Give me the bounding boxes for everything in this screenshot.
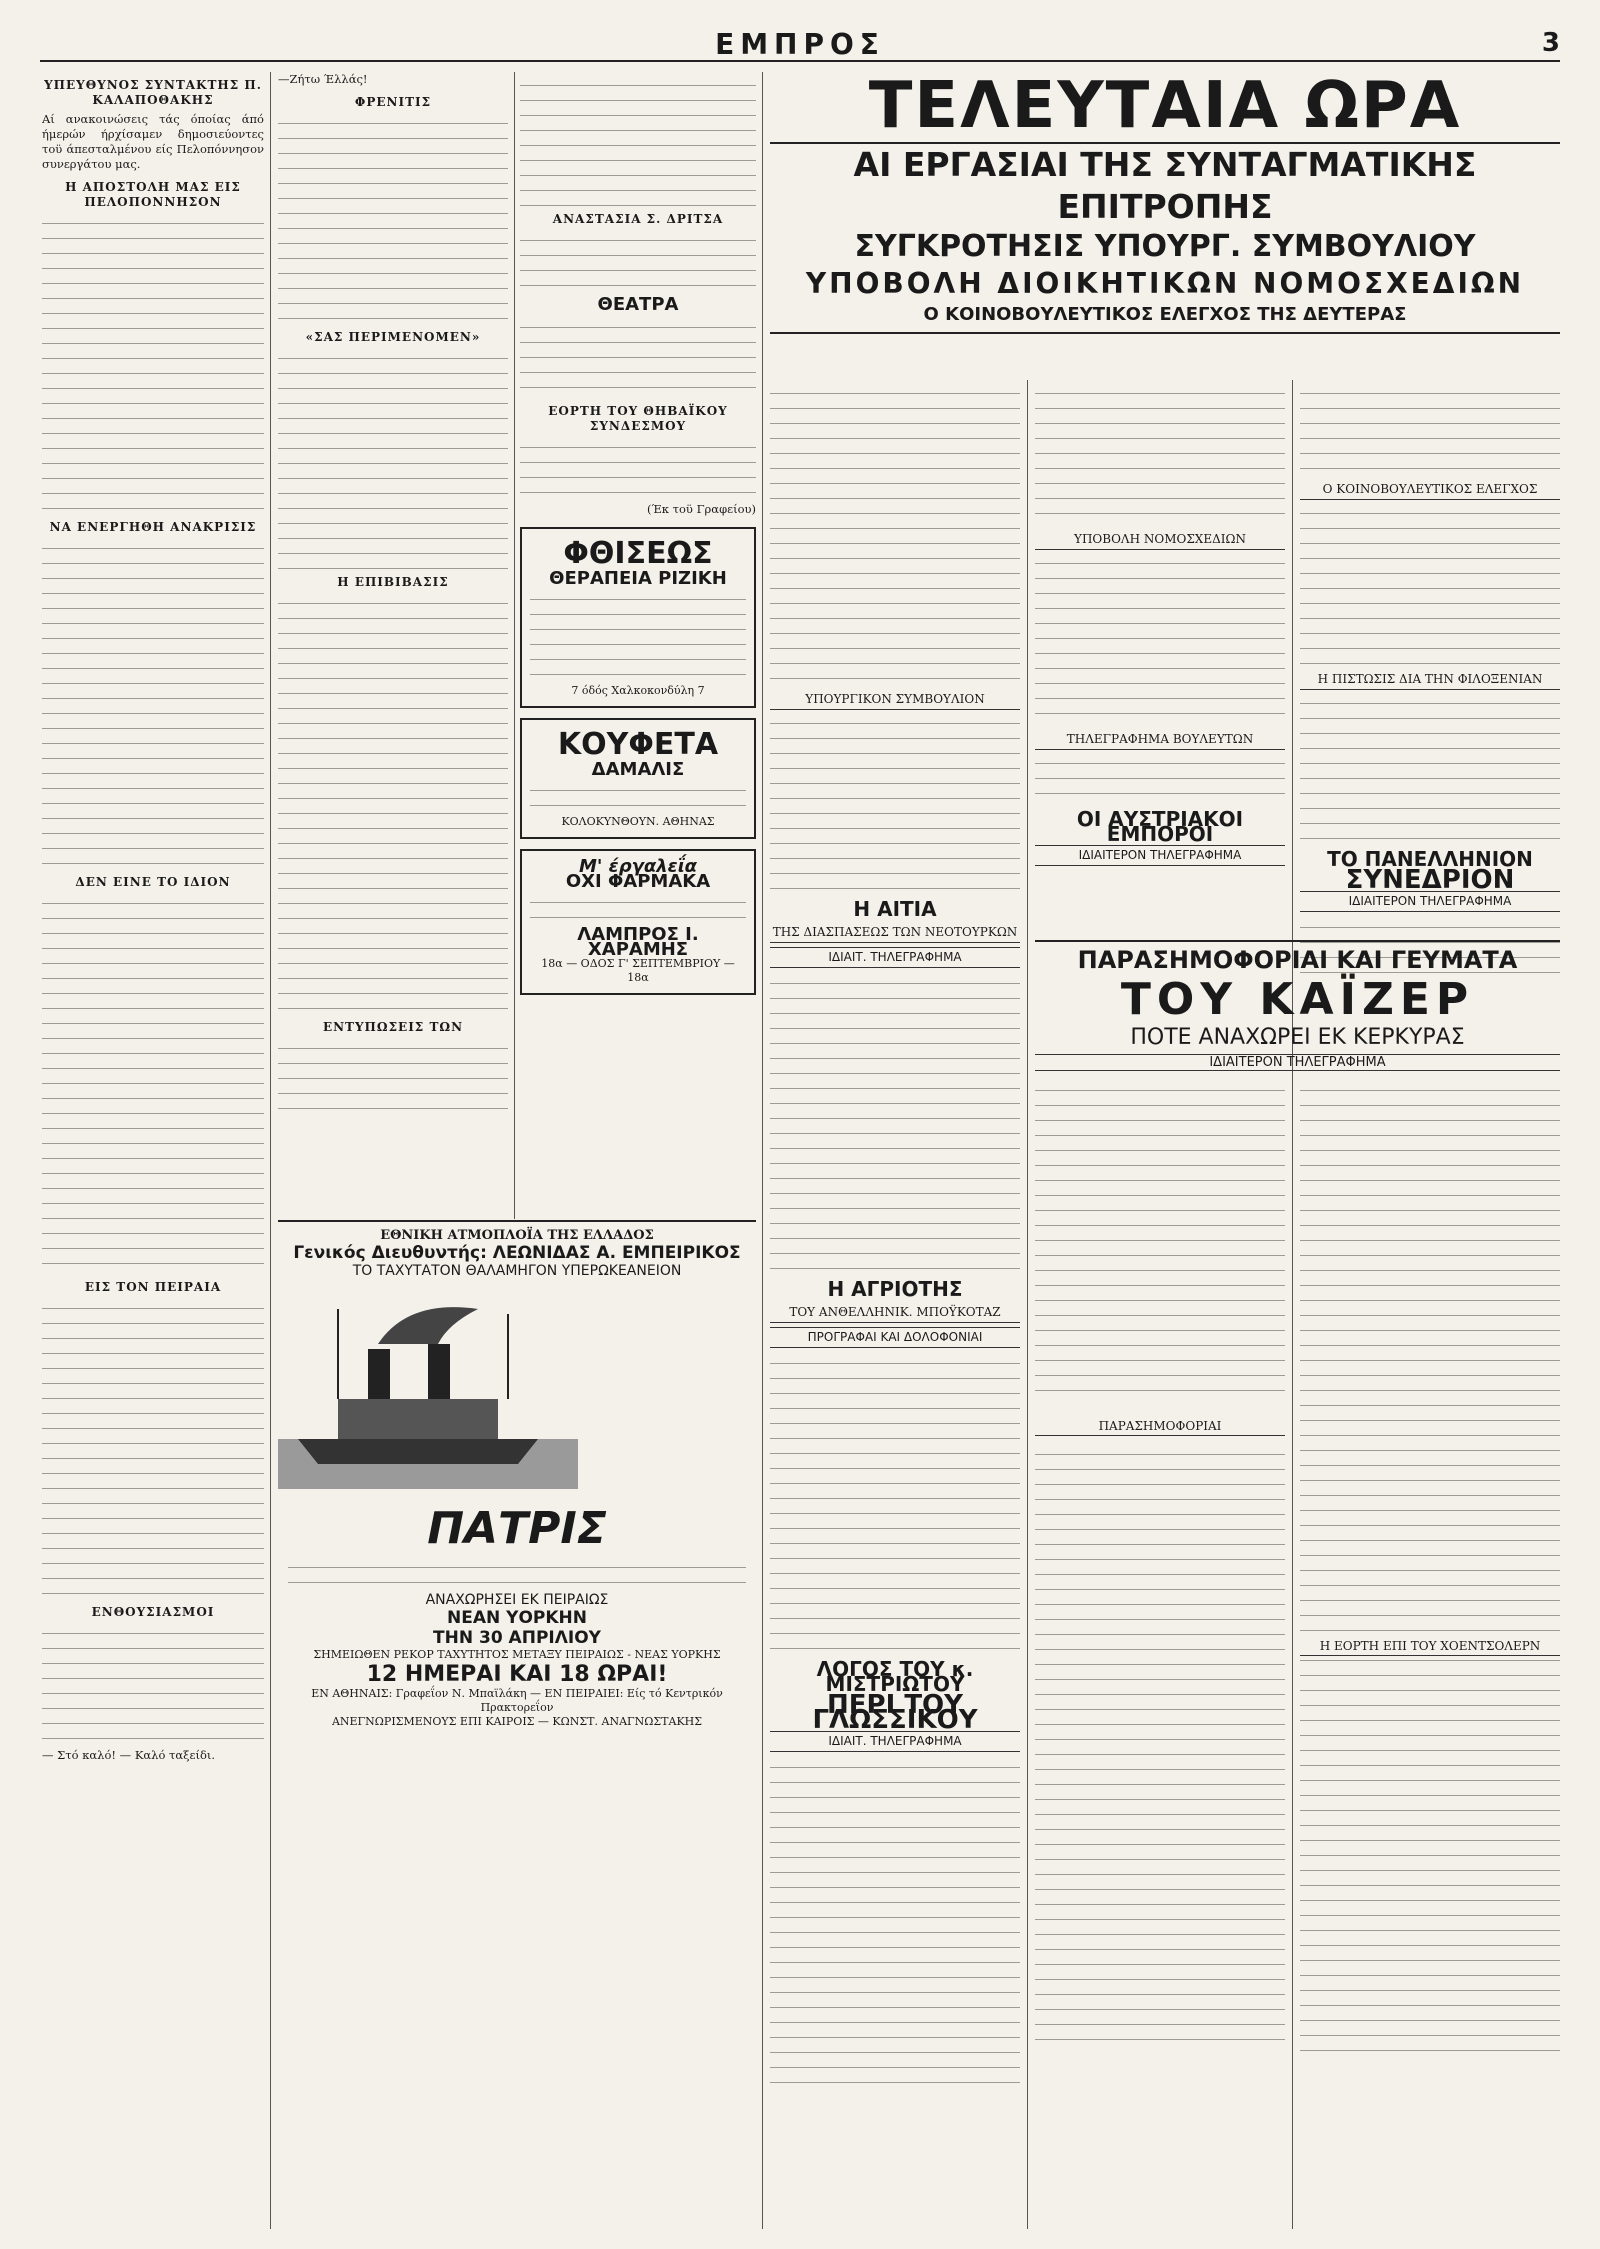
ad-line: ΤΟ ΤΑΧΥΤΑΤΟΝ ΘΑΛΑΜΗΓΟΝ ΥΠΕΡΩΚΕΑΝΕΙΟΝ <box>352 1263 682 1279</box>
article-heading: «ΣΑΣ ΠΕΡΙΜΕΝΟΜΕΝ» <box>305 330 481 344</box>
ad-line: ΝΕΑΝ ΥΟΡΚΗΝ <box>447 1608 587 1628</box>
ad-text <box>288 1558 746 1588</box>
column-divider <box>270 72 271 2229</box>
ad-title: ΦΘΙΣΕΩΣ <box>563 536 713 571</box>
ad-address: 7 όδός Χαλκοκονδύλη 7 <box>571 684 705 697</box>
article-heading: ΝΑ ΕΝΕΡΓΗΘΗ ΑΝΑΚΡΙΣΙΣ <box>49 520 257 534</box>
article-heading: ΥΠΟΥΡΓΙΚΟΝ ΣΥΜΒΟΥΛΙΟΝ <box>770 692 1020 710</box>
article-text <box>770 384 1020 684</box>
column-divider <box>1027 380 1028 2229</box>
article-heading: ΟΙ ΑΥΣΤΡΙΑΚΟΙ ΕΜΠΟΡΟΙ <box>1076 807 1244 846</box>
headline-4: ΥΠΟΒΟΛΗ ΔΙΟΙΚΗΤΙΚΩΝ ΝΟΜΟΣΧΕΔΙΩΝ <box>805 267 1525 300</box>
article-heading: Η ΕΟΡΤΗ ΕΠΙ ΤΟΥ ΧΟΕΝΤΣΟΛΕΡΝ <box>1300 1639 1560 1656</box>
article-text <box>770 974 1020 1274</box>
article-text <box>1300 504 1560 664</box>
article-subheading: ΠΡΟΓΡΑΦΑΙ ΚΑΙ ΔΟΛΟΦΟΝΙΑΙ <box>770 1327 1020 1348</box>
article-heading: Η ΠΙΣΤΩΣΙΣ ΔΙΑ ΤΗΝ ΦΙΛΟΞΕΝΙΑΝ <box>1300 672 1560 690</box>
ad-text <box>530 781 746 811</box>
article-heading: Η ΑΙΤΙΑ <box>853 897 937 921</box>
column-1 <box>42 72 264 2229</box>
article-text <box>770 1354 1020 1654</box>
page-number: 3 <box>1541 28 1560 58</box>
ad-line: ΣΗΜΕΙΩΘΕΝ ΡΕΚΟΡ ΤΑΧΥΤΗΤΟΣ ΜΕΤΑΞΥ ΠΕΙΡΑΙΩΣ - ΝΕΑΣ ΥΟΡΚΗΣ <box>313 1648 721 1661</box>
article-heading: ΤΟ ΠΑΝΕΛΛΗΝΙΟΝ <box>1327 847 1533 871</box>
article-heading: ΣΥΝΕΔΡΙΟΝ <box>1345 865 1515 895</box>
article-text <box>1035 1445 1285 2045</box>
column-divider <box>762 72 763 2229</box>
ad-line: Γενικός Διευθυντής: ΛΕΩΝΙΔΑΣ Α. ΕΜΠΕΙΡΙΚΟΣ <box>293 1243 741 1263</box>
ad-line: ΕΝ ΑΘΗΝΑΙΣ: Γραφεΐον Ν. Μπαϊλάκη — ΕΝ ΠΕΙΡΑΙΕΙ: Είς τό Κεντρικόν Πρακτορεΐον <box>311 1687 723 1714</box>
ad-text <box>530 893 746 923</box>
article-heading: Η ΑΠΟΣΤΟΛΗ ΜΑΣ ΕΙΣ ΠΕΛΟΠΟΝΝΗΣΟΝ <box>65 180 241 209</box>
article-text <box>520 318 756 398</box>
editor-credit: ΥΠΕΥΘΥΝΟΣ ΣΥΝΤΑΚΤΗΣ Π. ΚΑΛΑΠΟΘΑΚΗΣ <box>44 78 262 107</box>
kaiser-heading-2: ΤΟΥ ΚΑΪΖΕΡ <box>1120 974 1475 1025</box>
ad-address: 18α — ΟΔΟΣ Γ' ΣΕΠΤΕΜΒΡΙΟΥ — 18α <box>541 957 735 984</box>
article-text <box>42 214 264 514</box>
article-text <box>1300 694 1560 844</box>
article-heading: ΥΠΟΒΟΛΗ ΝΟΜΟΣΧΕΔΙΩΝ <box>1035 532 1285 550</box>
kaiser-heading-3: ΠΟΤΕ ΑΝΑΧΩΡΕΙ ΕΚ ΚΕΡΚΥΡΑΣ <box>1130 1025 1465 1050</box>
right-columns <box>770 380 1560 2229</box>
telegram-label: ΙΔΙΑΙΤΕΡΟΝ ΤΗΛΕΓΡΑΦΗΜΑ <box>1300 891 1560 912</box>
telegram-label: ΙΔΙΑΙΤ. ΤΗΛΕΓΡΑΦΗΜΑ <box>770 1731 1020 1752</box>
column-3 <box>520 72 756 1219</box>
article-text <box>520 76 756 206</box>
article-heading: ΕΟΡΤΗ ΤΟΥ ΘΗΒΑΪΚΟΥ ΣΥΝΔΕΣΜΟΥ <box>548 404 728 433</box>
article-text <box>278 594 508 1014</box>
article-text <box>770 714 1020 894</box>
article-heading: ΕΙΣ ΤΟΝ ΠΕΙΡΑΙΑ <box>84 1280 222 1294</box>
column-divider <box>514 72 515 1219</box>
right-column-1 <box>770 380 1020 2229</box>
kaiser-article <box>1035 940 1560 2071</box>
article-heading: ΔΕΝ ΕΙΝΕ ΤΟ ΙΔΙΟΝ <box>75 875 231 889</box>
ad-text <box>530 590 746 680</box>
article-heading: ΛΟΓΟΣ ΤΟΥ κ. ΜΙΣΤΡΙΩΤΟΥ <box>816 1657 974 1696</box>
article-text <box>42 1624 264 1744</box>
article-text <box>42 894 264 1274</box>
ship-name: ΠΑΤΡΙΣ <box>427 1503 607 1554</box>
closing-text: — Στό καλό! — Καλό ταξείδι. <box>42 1748 216 1762</box>
ad-line: ΤΗΝ 30 ΑΠΡΙΛΙΟΥ <box>433 1628 601 1648</box>
ad-line: ΑΝΑΧΩΡΗΣΕΙ ΕΚ ΠΕΙΡΑΙΩΣ <box>425 1592 609 1608</box>
article-text <box>1300 384 1560 474</box>
article-text <box>1035 754 1285 804</box>
article-heading: ΑΝΑΣΤΑΣΙΑ Σ. ΔΡΙΤΣΑ <box>552 212 724 226</box>
article-text <box>520 438 756 498</box>
ad-line: ΑΝΕΓΝΩΡΙΣΜΕΝΟΥΣ ΕΠΙ ΚΑΙΡΟΙΣ — ΚΩΝΣΤ. ΑΝΑΓΝΩΣΤΑΚΗΣ <box>331 1715 703 1728</box>
article-heading: ΤΗΛΕΓΡΑΦΗΜΑ ΒΟΥΛΕΥΤΩΝ <box>1035 732 1285 750</box>
last-hour-section <box>770 70 1560 2229</box>
kaiser-heading-1: ΠΑΡΑΣΗΜΟΦΟΡΙΑΙ ΚΑΙ ΓΕΥΜΑΤΑ <box>1035 940 1560 974</box>
article-text <box>278 114 508 324</box>
ad-line: ΕΘΝΙΚΗ ΑΤΜΟΠΛΟΪΑ ΤΗΣ ΕΛΛΑΔΟΣ <box>380 1228 654 1243</box>
article-text <box>278 349 508 569</box>
theatres-heading: ΘΕΑΤΡΑ <box>597 294 679 315</box>
headline-2: ΑΙ ΕΡΓΑΣΙΑΙ ΤΗΣ ΣΥΝΤΑΓΜΑΤΙΚΗΣ ΕΠΙΤΡΟΠΗΣ <box>770 142 1560 228</box>
article-text <box>278 1039 508 1119</box>
advertisement-tools <box>520 849 756 995</box>
article-text <box>520 231 756 291</box>
ad-line: 12 ΗΜΕΡΑΙ ΚΑΙ 18 ΩΡΑΙ! <box>366 1662 668 1687</box>
advertisement-koufeta <box>520 718 756 839</box>
article-heading: Ο ΚΟΙΝΟΒΟΥΛΕΥΤΙΚΟΣ ΕΛΕΓΧΟΣ <box>1300 482 1560 500</box>
telegram-label: ΙΔΙΑΙΤΕΡΟΝ ΤΗΛΕΓΡΑΦΗΜΑ <box>1035 845 1285 866</box>
masthead <box>40 28 1560 62</box>
masthead-title: ΕΜΠΡΟΣ <box>715 28 885 61</box>
ad-subtitle: ΔΑΜΑΛΙΣ <box>591 759 685 780</box>
article-subheading: ΤΟΥ ΑΝΘΕΛΛΗΝΙΚ. ΜΠΟΫΚΟΤΑΖ <box>770 1305 1020 1323</box>
article-text <box>770 1758 1020 2088</box>
article-text <box>1035 384 1285 524</box>
ad-subtitle: ΘΕΡΑΠΕΙΑ ΡΙΖΙΚΗ <box>549 568 727 589</box>
ad-title: ΚΟΥΦΕΤΑ <box>557 727 719 762</box>
column-2 <box>278 72 508 1219</box>
article-heading: ΕΝΘΟΥΣΙΑΣΜΟΙ <box>91 1605 215 1619</box>
source-note: (Έκ τοϋ Γραφείου) <box>646 502 756 516</box>
article-heading: ΕΝΤΥΠΩΣΕΙΣ ΤΩΝ <box>322 1020 464 1034</box>
steamship-illustration <box>278 1289 578 1489</box>
ad-name: ΛΑΜΠΡΟΣ Ι. ΧΑΡΑΜΗΣ <box>577 924 699 960</box>
article-heading: Η ΕΠΙΒΙΒΑΣΙΣ <box>337 575 449 589</box>
headline-5: Ο ΚΟΙΝΟΒΟΥΛΕΥΤΙΚΟΣ ΕΛΕΓΧΟΣ ΤΗΣ ΔΕΥΤΕΡΑΣ <box>770 302 1560 334</box>
article-heading: Η ΑΓΡΙΟΤΗΣ <box>827 1277 963 1301</box>
article-text <box>42 539 264 869</box>
advertisement-phthisis <box>520 527 756 708</box>
ad-title: Μ' έργαλεΐα <box>578 856 697 877</box>
headline-3: ΣΥΓΚΡΟΤΗΣΙΣ ΥΠΟΥΡΓ. ΣΥΜΒΟΥΛΙΟΥ <box>854 229 1476 264</box>
article-subheading: ΠΕΡΙ ΤΟΥ ΓΛΩΣΣΙΚΟΥ <box>812 1690 978 1735</box>
ad-address: ΚΟΛΟΚΥΝΘΟΥΝ. ΑΘΗΝΑΣ <box>561 815 715 828</box>
article-heading: ΦΡΕΝΙΤΙΣ <box>354 95 432 109</box>
telegram-label: ΙΔΙΑΙΤ. ΤΗΛΕΓΡΑΦΗΜΑ <box>770 947 1020 968</box>
article-text <box>1300 1081 1560 2061</box>
article-text <box>1035 554 1285 724</box>
intro-text: Αί ανακοινώσεις τάς όποίας άπό ήμερών ήρχίσαμεν δημοσιεύοντες τοϋ άπεσταλμένου είς Πελοπόννησον συνεργάτου μας. <box>42 112 264 171</box>
article-text <box>1035 1081 1285 1401</box>
telegram-label: ΙΔΙΑΙΤΕΡΟΝ ΤΗΛΕΓΡΑΦΗΜΑ <box>1035 1054 1560 1071</box>
main-headline: ΤΕΛΕΥΤΑΙΑ ΩΡΑ <box>868 70 1462 143</box>
ad-subtitle: ΟΧΙ ΦΑΡΜΑΚΑ <box>565 871 711 892</box>
article-text <box>42 1299 264 1599</box>
article-text: —Ζήτω Έλλάς! <box>278 72 368 86</box>
article-heading: ΠΑΡΑΣΗΜΟΦΟΡΙΑΙ <box>1035 1419 1285 1436</box>
shipping-advertisement <box>278 1220 756 1740</box>
article-subheading: ΤΗΣ ΔΙΑΣΠΑΣΕΩΣ ΤΩΝ ΝΕΟΤΟΥΡΚΩΝ <box>770 925 1020 943</box>
